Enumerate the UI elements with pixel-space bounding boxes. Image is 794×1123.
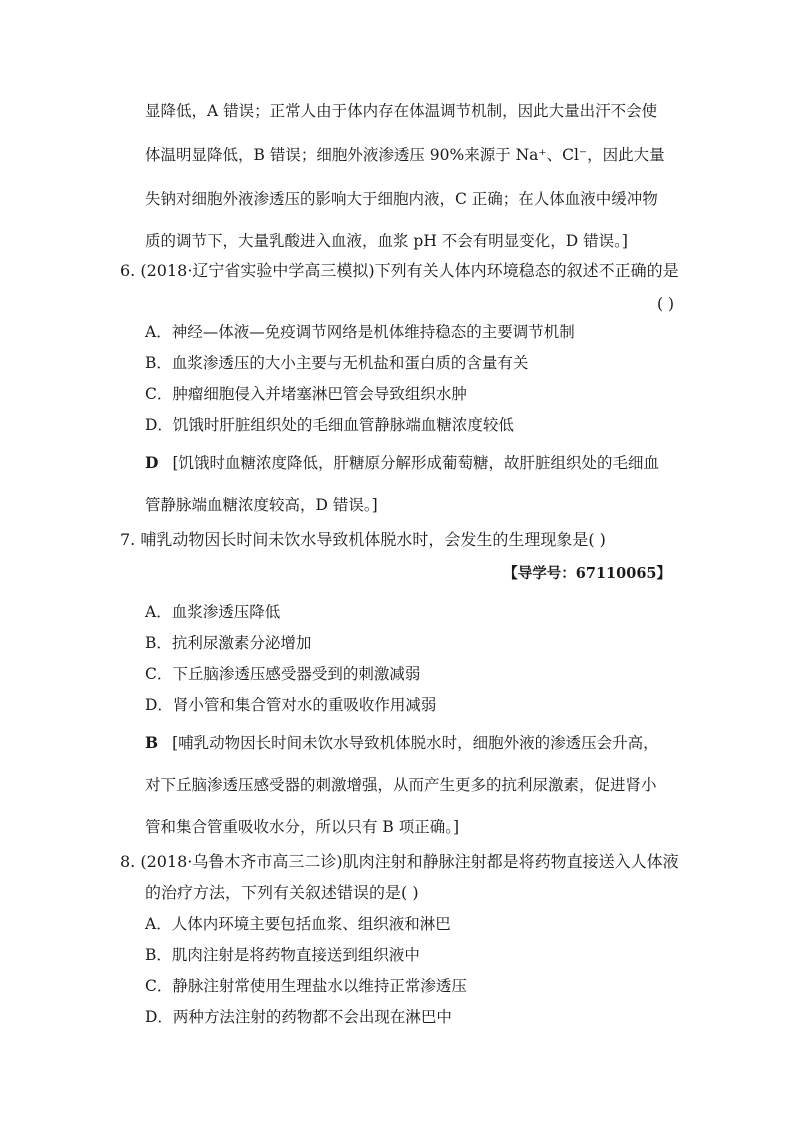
q6-stem: 6. (2018·辽宁省实验中学高三模拟)下列有关人体内环境稳态的叙述不正确的是 — [120, 261, 679, 280]
q8-stem-line-1: 8. (2018·乌鲁木齐市高三二诊)肌肉注射和静脉注射都是将药物直接送入人体液 — [120, 852, 679, 871]
q7-answer-key: B — [145, 733, 159, 752]
q7-option-b: B．抗利尿激素分泌增加 — [145, 634, 312, 652]
q7-answer-line-3: 管和集合管重吸收水分，所以只有 B 项正确。] — [145, 818, 460, 836]
continuation-line-3: 失钠对细胞外液渗透压的影响大于细胞内液，C 正确；在人体血液中缓冲物 — [145, 190, 658, 208]
q7-answer-line-1 — [145, 733, 659, 753]
q8-option-b: B．肌肉注射是将药物直接送到组织液中 — [145, 946, 420, 964]
q6-answer-line-1 — [145, 453, 659, 473]
q6-answer-key: D — [145, 453, 159, 472]
q8-stem-line-2: 的治疗方法，下列有关叙述错误的是( ) — [145, 883, 419, 902]
q6-option-c: C．肿瘤细胞侵入并堵塞淋巴管会导致组织水肿 — [145, 385, 467, 403]
continuation-line-1: 显降低，A 错误；正常人由于体内存在体温调节机制，因此大量出汗不会使 — [145, 102, 658, 120]
q7-answer-line-2: 对下丘脑渗透压感受器的刺激增强，从而产生更多的抗利尿激素，促进肾小 — [145, 776, 657, 794]
continuation-line-4: 质的调节下，大量乳酸进入血液，血浆 pH 不会有明显变化，D 错误。] — [145, 232, 628, 250]
q7-option-a: A．血浆渗透压降低 — [145, 603, 281, 621]
q7-option-d: D．肾小管和集合管对水的重吸收作用减弱 — [145, 696, 437, 714]
q6-option-d: D．饥饿时肝脏组织处的毛细血管静脉端血糖浓度较低 — [145, 416, 514, 434]
q6-answer-bracket: ( ) — [656, 295, 674, 313]
continuation-line-2: 体温明显降低，B 错误；细胞外液渗透压 90%来源于 Na⁺、Cl⁻，因此大量 — [145, 146, 665, 164]
q6-answer-line-2: 管静脉端血糖浓度较高，D 错误。] — [145, 496, 378, 514]
q7-answer-text-1: [哺乳动物因长时间未饮水导致机体脱水时，细胞外液的渗透压会升高， — [172, 734, 659, 752]
q6-answer-text-1: [饥饿时血糖浓度降低，肝糖原分解形成葡萄糖，故肝脏组织处的毛细血 — [172, 454, 660, 472]
q6-option-a: A．神经—体液—免疫调节网络是机体维持稳态的主要调节机制 — [145, 323, 575, 341]
q8-option-a: A．人体内环境主要包括血浆、组织液和淋巴 — [145, 915, 451, 933]
q7-stem: 7. 哺乳动物因长时间未饮水导致机体脱水时，会发生的生理现象是( ) — [120, 530, 606, 549]
q8-option-c: C．静脉注射常使用生理盐水以维持正常渗透压 — [145, 977, 467, 995]
q6-option-b: B．血浆渗透压的大小主要与无机盐和蛋白质的含量有关 — [145, 354, 529, 372]
q7-guide-number: 【导学号：67110065】 — [503, 565, 671, 582]
q7-option-c: C．下丘脑渗透压感受器受到的刺激减弱 — [145, 665, 421, 683]
q8-option-d: D．两种方法注射的药物都不会出现在淋巴中 — [145, 1008, 452, 1026]
